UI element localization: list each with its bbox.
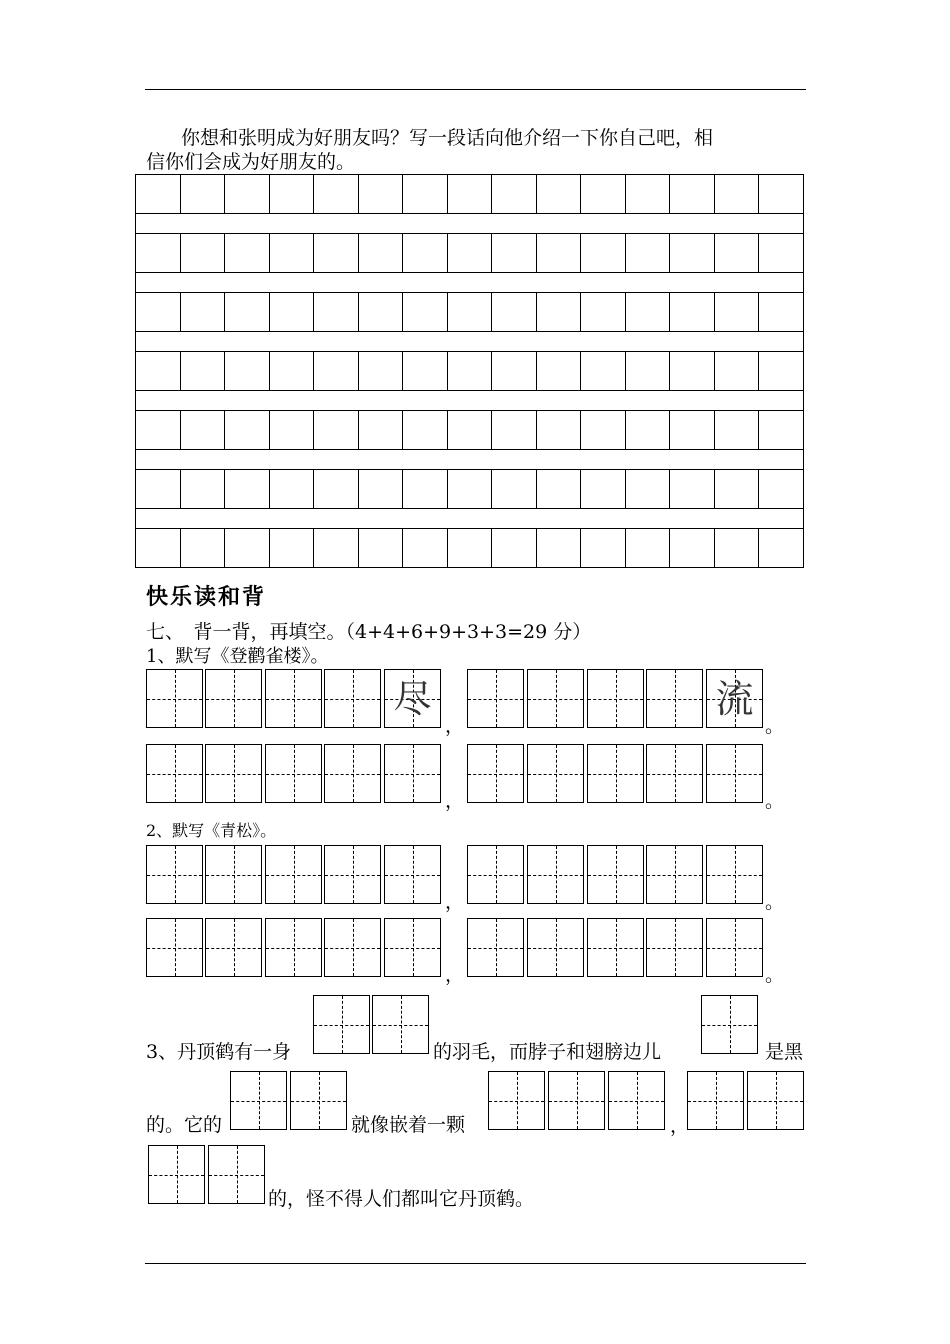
grid-cell[interactable] xyxy=(537,411,582,449)
grid-cell[interactable] xyxy=(359,293,404,331)
grid-cell[interactable] xyxy=(270,234,315,272)
tianzige-box[interactable] xyxy=(384,845,441,904)
grid-cell[interactable] xyxy=(359,234,404,272)
tianzige-box[interactable] xyxy=(706,845,763,904)
grid-cell[interactable] xyxy=(448,529,493,567)
grid-cell[interactable] xyxy=(314,411,359,449)
tianzige-box[interactable] xyxy=(527,845,584,904)
grid-row xyxy=(135,174,804,214)
grid-cell[interactable] xyxy=(537,234,582,272)
tianzige-box[interactable] xyxy=(205,744,262,803)
tianzige-box[interactable] xyxy=(148,1145,205,1204)
grid-cell[interactable] xyxy=(492,175,537,213)
header-rule xyxy=(145,89,806,90)
grid-cell[interactable] xyxy=(537,470,582,508)
grid-row xyxy=(135,292,804,332)
tianzige-box[interactable] xyxy=(608,1071,665,1130)
grid-gap xyxy=(135,214,804,233)
grid-cell[interactable] xyxy=(626,411,671,449)
grid-cell[interactable] xyxy=(537,529,582,567)
grid-cell[interactable] xyxy=(403,411,448,449)
grid-cell[interactable] xyxy=(448,352,493,390)
tianzige-box[interactable] xyxy=(467,744,524,803)
grid-cell[interactable] xyxy=(759,293,804,331)
tianzige-box[interactable] xyxy=(205,845,262,904)
grid-cell[interactable] xyxy=(448,175,493,213)
q3-text-3: 是黑 xyxy=(765,1041,804,1063)
grid-cell[interactable] xyxy=(715,470,760,508)
grid-row xyxy=(135,351,804,391)
grid-cell[interactable] xyxy=(581,352,626,390)
tianzige-box[interactable] xyxy=(548,1071,605,1130)
tianzige-box[interactable] xyxy=(701,995,758,1054)
grid-gap xyxy=(135,332,804,351)
grid-cell[interactable] xyxy=(715,175,760,213)
q3-text-2: 的羽毛，而脖子和翅膀边儿 xyxy=(433,1041,662,1063)
given-character: 尽 xyxy=(393,677,432,721)
grid-cell[interactable] xyxy=(225,411,270,449)
tianzige-box[interactable] xyxy=(146,744,203,803)
tianzige-box[interactable] xyxy=(205,669,262,728)
grid-cell[interactable] xyxy=(759,529,804,567)
tianzige-box[interactable] xyxy=(527,918,584,977)
grid-cell[interactable] xyxy=(270,175,315,213)
period: 。 xyxy=(765,790,785,812)
tianzige-box[interactable] xyxy=(646,845,703,904)
grid-cell[interactable] xyxy=(270,470,315,508)
tianzige-box[interactable] xyxy=(205,918,262,977)
tianzige-box[interactable] xyxy=(146,845,203,904)
tianzige-box[interactable] xyxy=(265,744,322,803)
grid-cell[interactable] xyxy=(225,175,270,213)
q3-text-6: 的，怪不得人们都叫它丹顶鹤。 xyxy=(268,1188,535,1210)
grid-cell[interactable] xyxy=(715,411,760,449)
q3-comma: ， xyxy=(670,1115,690,1137)
tianzige-box[interactable] xyxy=(265,669,322,728)
tianzige-box[interactable] xyxy=(384,669,441,728)
question-2-title: 2、默写《青松》。 xyxy=(146,821,277,840)
grid-cell[interactable] xyxy=(181,293,226,331)
tianzige-box[interactable] xyxy=(687,1071,744,1130)
grid-cell[interactable] xyxy=(314,234,359,272)
grid-cell[interactable] xyxy=(626,529,671,567)
tianzige-box[interactable] xyxy=(265,845,322,904)
grid-cell[interactable] xyxy=(136,529,181,567)
grid-row xyxy=(135,469,804,509)
grid-cell[interactable] xyxy=(715,352,760,390)
tianzige-box[interactable] xyxy=(324,669,381,728)
grid-cell[interactable] xyxy=(270,293,315,331)
grid-row xyxy=(135,528,804,568)
tianzige-box[interactable] xyxy=(290,1071,347,1130)
grid-gap xyxy=(135,509,804,528)
tianzige-box[interactable] xyxy=(646,669,703,728)
grid-cell[interactable] xyxy=(759,175,804,213)
grid-cell[interactable] xyxy=(670,352,715,390)
grid-cell[interactable] xyxy=(581,411,626,449)
tianzige-box[interactable] xyxy=(527,744,584,803)
grid-gap xyxy=(135,273,804,292)
grid-cell[interactable] xyxy=(537,175,582,213)
grid-cell[interactable] xyxy=(225,529,270,567)
grid-gap xyxy=(135,450,804,469)
tianzige-box[interactable] xyxy=(646,744,703,803)
grid-cell[interactable] xyxy=(225,352,270,390)
period: 。 xyxy=(765,715,785,737)
question-1-title: 1、默写《登鹳雀楼》。 xyxy=(146,646,329,667)
intro-line-1: 你想和张明成为好朋友吗？写一段话向他介绍一下你自己吧，相 xyxy=(181,127,714,149)
grid-cell[interactable] xyxy=(492,529,537,567)
tianzige-box[interactable] xyxy=(467,918,524,977)
grid-cell[interactable] xyxy=(181,411,226,449)
grid-cell[interactable] xyxy=(626,470,671,508)
grid-cell[interactable] xyxy=(359,470,404,508)
grid-cell[interactable] xyxy=(759,352,804,390)
grid-cell[interactable] xyxy=(359,352,404,390)
grid-cell[interactable] xyxy=(448,411,493,449)
tianzige-box[interactable] xyxy=(587,669,644,728)
grid-cell[interactable] xyxy=(492,470,537,508)
q3-text-5: 就像嵌着一颗 xyxy=(351,1114,466,1136)
grid-cell[interactable] xyxy=(270,411,315,449)
tianzige-box[interactable] xyxy=(488,1071,545,1130)
grid-cell[interactable] xyxy=(670,234,715,272)
grid-cell[interactable] xyxy=(403,352,448,390)
grid-cell[interactable] xyxy=(715,234,760,272)
grid-cell[interactable] xyxy=(270,529,315,567)
q3-text-4: 的。它的 xyxy=(146,1114,223,1136)
grid-cell[interactable] xyxy=(136,352,181,390)
section-heading: 快乐读和背 xyxy=(146,585,267,610)
grid-cell[interactable] xyxy=(670,175,715,213)
tianzige-box[interactable] xyxy=(587,744,644,803)
question-7-title: 七、 背一背，再填空。（4+4+6+9+3+3=29 分） xyxy=(146,621,592,643)
comma: ， xyxy=(445,964,465,986)
tianzige-box[interactable] xyxy=(587,918,644,977)
grid-cell[interactable] xyxy=(136,175,181,213)
grid-cell[interactable] xyxy=(537,293,582,331)
grid-cell[interactable] xyxy=(626,234,671,272)
tianzige-box[interactable] xyxy=(706,669,763,728)
grid-cell[interactable] xyxy=(448,470,493,508)
grid-cell[interactable] xyxy=(492,411,537,449)
tianzige-box[interactable] xyxy=(706,744,763,803)
grid-cell[interactable] xyxy=(492,352,537,390)
grid-cell[interactable] xyxy=(403,470,448,508)
tianzige-box[interactable] xyxy=(265,918,322,977)
grid-cell[interactable] xyxy=(670,293,715,331)
comma: ， xyxy=(445,715,465,737)
grid-cell[interactable] xyxy=(403,234,448,272)
grid-cell[interactable] xyxy=(715,293,760,331)
grid-cell[interactable] xyxy=(136,411,181,449)
grid-cell[interactable] xyxy=(314,175,359,213)
grid-row xyxy=(135,410,804,450)
grid-cell[interactable] xyxy=(359,529,404,567)
grid-cell[interactable] xyxy=(626,293,671,331)
tianzige-box[interactable] xyxy=(324,744,381,803)
grid-row xyxy=(135,233,804,273)
footer-rule xyxy=(145,1263,806,1264)
tianzige-box[interactable] xyxy=(324,918,381,977)
period: 。 xyxy=(765,891,785,913)
tianzige-box[interactable] xyxy=(230,1071,287,1130)
tianzige-box[interactable] xyxy=(646,918,703,977)
grid-cell[interactable] xyxy=(492,234,537,272)
grid-cell[interactable] xyxy=(448,234,493,272)
tianzige-box[interactable] xyxy=(384,918,441,977)
q3-text-1: 3、丹顶鹤有一身 xyxy=(146,1041,292,1063)
grid-cell[interactable] xyxy=(225,293,270,331)
period: 。 xyxy=(765,964,785,986)
grid-cell[interactable] xyxy=(270,352,315,390)
writing-grid[interactable] xyxy=(135,174,804,568)
grid-cell[interactable] xyxy=(626,352,671,390)
grid-cell[interactable] xyxy=(759,234,804,272)
grid-cell[interactable] xyxy=(136,293,181,331)
tianzige-box[interactable] xyxy=(208,1145,265,1204)
grid-cell[interactable] xyxy=(581,175,626,213)
grid-cell[interactable] xyxy=(181,234,226,272)
tianzige-box[interactable] xyxy=(146,669,203,728)
grid-gap xyxy=(135,391,804,410)
grid-cell[interactable] xyxy=(136,234,181,272)
comma: ， xyxy=(445,790,465,812)
grid-cell[interactable] xyxy=(670,411,715,449)
tianzige-box[interactable] xyxy=(747,1071,804,1130)
grid-cell[interactable] xyxy=(225,470,270,508)
tianzige-box[interactable] xyxy=(384,744,441,803)
grid-cell[interactable] xyxy=(181,352,226,390)
given-character: 流 xyxy=(715,677,754,721)
grid-cell[interactable] xyxy=(225,234,270,272)
tianzige-box[interactable] xyxy=(467,669,524,728)
grid-cell[interactable] xyxy=(581,293,626,331)
grid-cell[interactable] xyxy=(181,529,226,567)
grid-cell[interactable] xyxy=(492,293,537,331)
grid-cell[interactable] xyxy=(670,529,715,567)
grid-cell[interactable] xyxy=(448,293,493,331)
grid-cell[interactable] xyxy=(181,175,226,213)
comma: ， xyxy=(445,891,465,913)
grid-cell[interactable] xyxy=(314,352,359,390)
tianzige-box[interactable] xyxy=(313,995,370,1054)
grid-cell[interactable] xyxy=(181,470,226,508)
grid-cell[interactable] xyxy=(581,470,626,508)
grid-cell[interactable] xyxy=(359,411,404,449)
grid-cell[interactable] xyxy=(136,470,181,508)
tianzige-box[interactable] xyxy=(527,669,584,728)
grid-cell[interactable] xyxy=(359,175,404,213)
grid-cell[interactable] xyxy=(715,529,760,567)
intro-line-2: 信你们会成为好朋友的。 xyxy=(146,151,356,173)
grid-cell[interactable] xyxy=(314,293,359,331)
tianzige-box[interactable] xyxy=(324,845,381,904)
grid-cell[interactable] xyxy=(314,470,359,508)
grid-cell[interactable] xyxy=(759,411,804,449)
grid-cell[interactable] xyxy=(759,470,804,508)
tianzige-box[interactable] xyxy=(587,845,644,904)
tianzige-box[interactable] xyxy=(467,845,524,904)
grid-cell[interactable] xyxy=(403,529,448,567)
grid-cell[interactable] xyxy=(537,352,582,390)
grid-cell[interactable] xyxy=(581,529,626,567)
tianzige-box[interactable] xyxy=(372,995,429,1054)
grid-cell[interactable] xyxy=(314,529,359,567)
grid-cell[interactable] xyxy=(403,293,448,331)
grid-cell[interactable] xyxy=(670,470,715,508)
grid-cell[interactable] xyxy=(581,234,626,272)
grid-cell[interactable] xyxy=(403,175,448,213)
tianzige-box[interactable] xyxy=(146,918,203,977)
grid-cell[interactable] xyxy=(626,175,671,213)
tianzige-box[interactable] xyxy=(706,918,763,977)
